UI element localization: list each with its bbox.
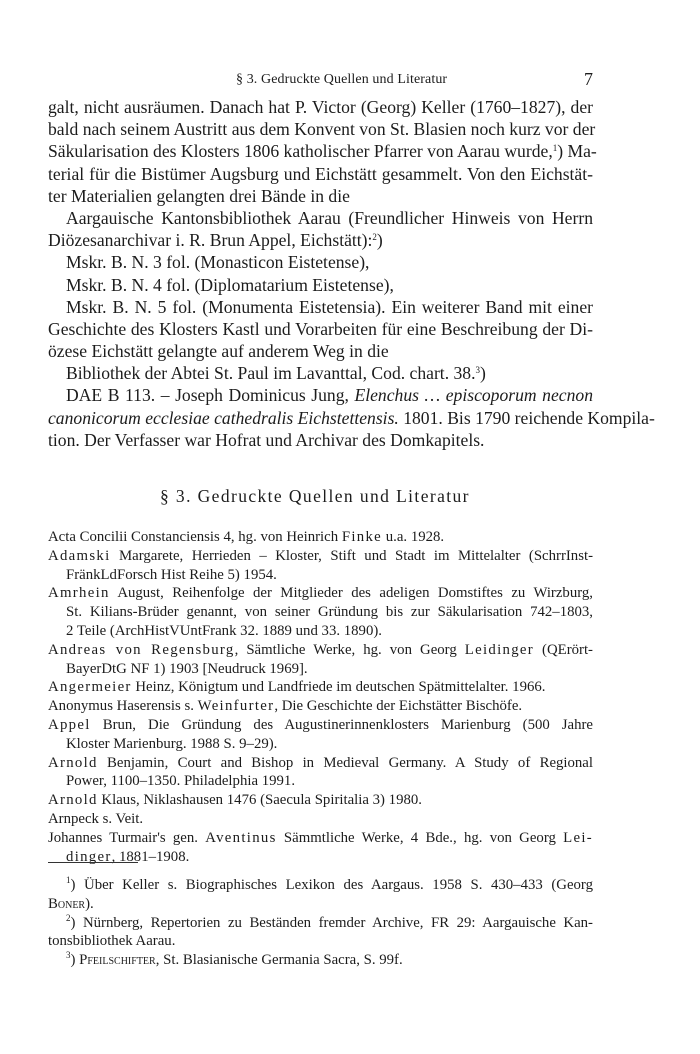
italic-title: canonicorum ecclesiae cathedralis Eichstettensis. bbox=[48, 407, 399, 428]
body-line: Mskr. B. N. 4 fol. (Diplomatarium Eistetense), bbox=[66, 274, 394, 295]
footnote-marker: 1 bbox=[66, 875, 71, 885]
author-name: Arnold bbox=[48, 754, 98, 771]
text-run: Sämmtliche Werke, 4 Bde., hg. von Georg bbox=[276, 829, 564, 846]
body-line bbox=[48, 229, 593, 251]
text-run: ) Ma- bbox=[557, 141, 597, 162]
author-name: Aventinus bbox=[205, 829, 277, 846]
footnote-ref[interactable]: 3 bbox=[475, 365, 480, 376]
body-line bbox=[48, 362, 593, 384]
body-line: galt, nicht ausräumen. Danach hat P. Victor (Georg) Keller (1760–1827), der bbox=[48, 97, 593, 117]
footnote-cont: tonsbibliothek Aarau. bbox=[48, 933, 176, 950]
footnote bbox=[48, 876, 593, 895]
author-name: dinger bbox=[66, 848, 112, 865]
bibliography-entry-cont: FränkLdForsch Hist Reihe 5) 1954. bbox=[66, 566, 277, 583]
text-run: , St. Blasianische Germania Sacra, S. 99f. bbox=[155, 952, 403, 969]
text-run: ) bbox=[479, 363, 486, 384]
body-line: terial für die Bistümer Augsburg und Eichstätt gesammelt. Von den Eichstät- bbox=[48, 163, 593, 184]
text-run: , 1881–1908. bbox=[111, 848, 190, 865]
footnote bbox=[48, 914, 593, 933]
body-line: ter Materialien gelangten drei Bände in die bbox=[48, 185, 350, 206]
body-line bbox=[48, 407, 655, 429]
author-name: Andreas von Regensburg bbox=[48, 641, 235, 658]
bibliography-entry-cont: 2 Teile (ArchHistVUntFrank 32. 1889 und 33. 1890). bbox=[66, 622, 382, 639]
footnote bbox=[48, 951, 593, 970]
bibliography-entry bbox=[48, 528, 593, 547]
italic-title: Elenchus … episcoporum necnon bbox=[354, 385, 593, 406]
bibliography-entry: Arnpeck s. Veit. bbox=[48, 810, 144, 827]
bibliography-list bbox=[48, 528, 593, 866]
body-line: Aargauische Kantonsbibliothek Aarau (Freundlicher Hinweis von Herrn bbox=[66, 207, 593, 228]
bibliography-entry-cont: St. Kilians-Brüder genannt, von seiner Gründung bis zur Säkularisation 742–1803, bbox=[66, 604, 593, 621]
text-run: August, Reihenfolge der Mitglieder des adeligen Domstiftes zu Wirzburg, bbox=[109, 585, 593, 602]
bibliography-entry-cont: BayerDtG NF 1) 1903 [Neudruck 1969]. bbox=[66, 660, 308, 677]
text-run: Acta Concilii Constanciensis 4, hg. von Heinrich bbox=[48, 529, 342, 545]
bibliography-entry bbox=[48, 754, 593, 773]
text-run: , Die Geschichte der Eichstätter Bischöfe. bbox=[274, 698, 523, 715]
text-run: , Sämtliche Werke, hg. von Georg bbox=[234, 641, 465, 658]
text-run: (QErört- bbox=[534, 641, 593, 658]
footnote-marker: 2 bbox=[66, 912, 71, 923]
footnote-divider bbox=[48, 862, 138, 863]
body-line: Mskr. B. N. 5 fol. (Monumenta Eistetensia). Ein weiterer Band mit einer bbox=[66, 296, 593, 317]
body-line: özese Eichstätt gelangte auf anderem Weg in die bbox=[48, 341, 389, 362]
text-run: ). bbox=[85, 895, 94, 912]
author-name: Angermeier bbox=[48, 679, 132, 696]
text-run: DAE B 113. – Joseph Dominicus Jung, bbox=[66, 385, 355, 406]
bibliography-entry bbox=[48, 716, 593, 735]
body-text bbox=[48, 96, 655, 451]
bibliography-entry-cont: Power, 1100–1350. Philadelphia 1991. bbox=[66, 773, 296, 790]
text-run: ) bbox=[70, 952, 80, 969]
text-run: Margarete, Herrieden – Kloster, Stift und Stadt im Mittelalter (SchrrInst- bbox=[110, 547, 593, 564]
text-run: Benjamin, Court and Bishop in Medieval Germany. A Study of Regional bbox=[97, 754, 593, 771]
body-line: Mskr. B. N. 3 fol. (Monasticon Eistetense), bbox=[66, 252, 370, 273]
bibliography-entry-cont: Kloster Marienburg. 1988 S. 9–29). bbox=[66, 735, 278, 752]
author-name: Finke bbox=[341, 529, 383, 545]
bibliography-entry bbox=[48, 584, 593, 603]
bibliography-entry-cont bbox=[48, 848, 593, 867]
bibliography-entry bbox=[48, 641, 593, 660]
section-heading-text: § 3. Gedruckte Quellen und Literatur bbox=[160, 486, 470, 506]
text-run: Brun, Die Gründung des Augustinerinnenklosters Marienburg (500 Jahre bbox=[90, 716, 593, 733]
text-run: Heinz, Königtum und Landfriede im deutschen Spätmittelalter. 1966. bbox=[131, 679, 546, 696]
bibliography-entry bbox=[48, 791, 593, 810]
text-run: 1801. Bis 1790 reichende Kompila- bbox=[398, 407, 655, 428]
bibliography-entry bbox=[48, 678, 593, 697]
author-name: Pfeilschifter bbox=[79, 952, 156, 969]
author-name: Lei- bbox=[563, 829, 593, 846]
text-run: Klaus, Niklashausen 1476 (Saecula Spiritalia 3) 1980. bbox=[97, 792, 422, 809]
footnote-ref[interactable]: 1 bbox=[552, 143, 558, 154]
author-name: Weinfurter bbox=[197, 698, 275, 715]
text-run: Diözesanarchivar i. R. Brun Appel, Eichstätt): bbox=[48, 230, 373, 251]
footnotes bbox=[48, 876, 593, 970]
footnote-marker: 3 bbox=[66, 950, 71, 961]
body-line bbox=[48, 140, 597, 162]
page-number: 7 bbox=[584, 69, 593, 89]
text-run: ) Nürnberg, Repertorien zu Beständen fremder Archive, FR 29: Aargauische Kan- bbox=[70, 914, 593, 931]
body-line: tion. Der Verfasser war Hofrat und Archivar des Domkapitels. bbox=[48, 429, 485, 450]
running-head: § 3. Gedruckte Quellen und Literatur bbox=[236, 72, 448, 87]
text-run: Säkularisation des Klosters 1806 katholischer Pfarrer von Aarau wurde, bbox=[48, 141, 553, 162]
text-run: u.a. 1928. bbox=[382, 529, 445, 545]
text-run: Anonymus Haserensis s. bbox=[48, 698, 198, 715]
text-run: Johannes Turmair's gen. bbox=[48, 829, 206, 846]
body-line: Geschichte des Klosters Kastl und Vorarbeiten für eine Beschreibung der Di- bbox=[48, 318, 593, 339]
footnote-ref[interactable]: 2 bbox=[372, 232, 377, 243]
text-run: ) Über Keller s. Biographisches Lexikon des Aargaus. 1958 S. 430–433 (Georg bbox=[70, 877, 593, 893]
author-name: Arnold bbox=[48, 792, 98, 809]
body-line bbox=[48, 384, 593, 406]
body-line: bald nach seinem Austritt aus dem Konvent von St. Blasien noch kurz vor der bbox=[48, 119, 596, 140]
author-name: Adamski bbox=[48, 547, 111, 564]
footnote-cont bbox=[48, 895, 593, 914]
text-run: Bibliothek der Abtei St. Paul im Lavanttal, Cod. chart. 38. bbox=[66, 363, 476, 384]
bibliography-entry bbox=[48, 547, 593, 566]
author-name: Leidinger bbox=[464, 641, 534, 658]
author-name: Appel bbox=[48, 716, 91, 733]
author-name: Amrhein bbox=[48, 585, 110, 602]
bibliography-entry bbox=[48, 697, 593, 716]
text-run: ) bbox=[376, 230, 383, 251]
author-name: Boner bbox=[48, 895, 86, 912]
bibliography-entry bbox=[48, 829, 593, 848]
